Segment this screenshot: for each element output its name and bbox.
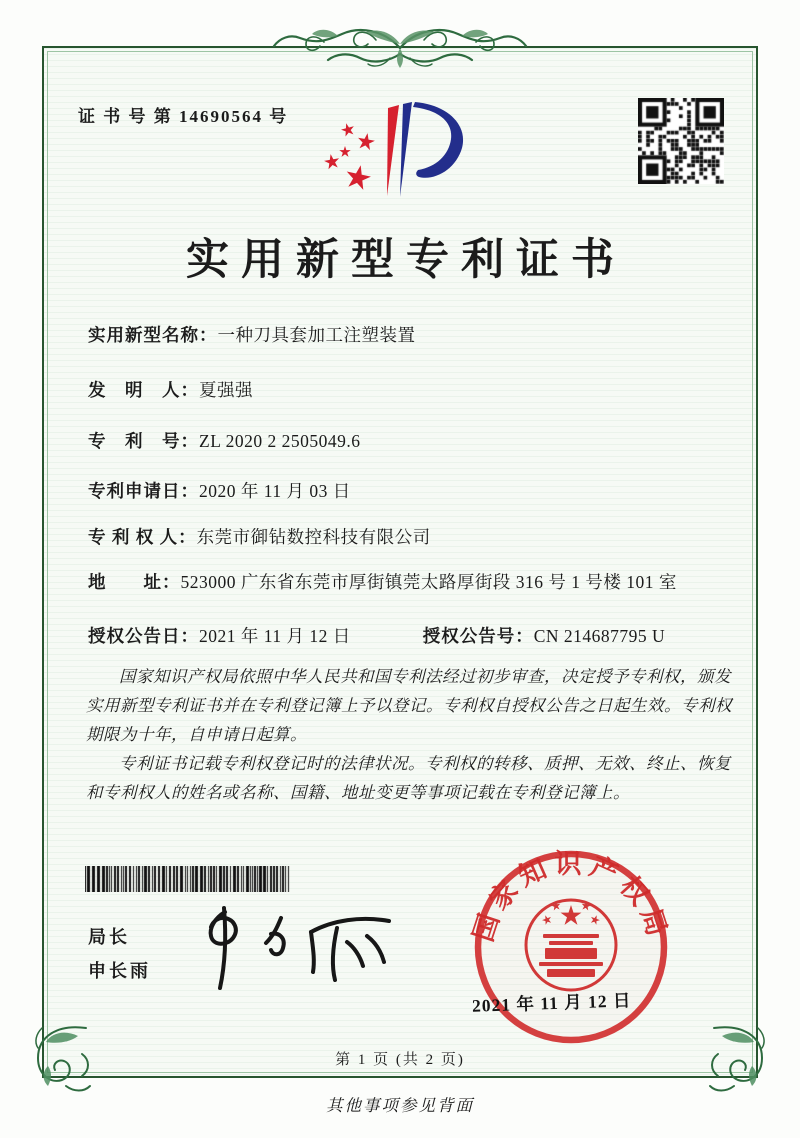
field-value: 夏强强 bbox=[199, 380, 253, 400]
cnipa-logo-icon bbox=[318, 92, 488, 212]
barcode bbox=[85, 866, 293, 892]
field-label: 地 址： bbox=[88, 572, 181, 592]
legal-paragraph-2: 专利证书记载专利权登记时的法律状况。专利权的转移、质押、无效、终止、恢复和专利权人的姓名或名称、国籍、地址变更等事项记载在专利登记簿上。 bbox=[86, 754, 731, 802]
field-label: 专 利 号： bbox=[88, 431, 199, 451]
field-utility-model-name bbox=[88, 323, 740, 348]
field-value: 523000 广东省东莞市厚街镇莞太路厚街段 316 号 1 号楼 101 室 bbox=[180, 572, 677, 592]
field-label: 专 利 权 人： bbox=[88, 527, 197, 547]
issuer-title: 局长 bbox=[88, 927, 130, 947]
field-value: 2021 年 11 月 12 日 bbox=[199, 626, 351, 646]
field-label: 专利申请日： bbox=[88, 481, 199, 501]
certificate-number: 证 书 号 第 14690564 号 bbox=[78, 107, 289, 126]
field-value: 东莞市御钻数控科技有限公司 bbox=[196, 527, 431, 547]
field-label: 授权公告日： bbox=[88, 626, 199, 646]
field-patentee bbox=[88, 525, 740, 550]
field-filing-date bbox=[88, 479, 740, 504]
field-grant-row bbox=[88, 624, 740, 649]
seal-date: 2021 年 11 月 12 日 bbox=[471, 990, 632, 1016]
certificate-title: 实用新型专利证书 bbox=[186, 237, 626, 284]
issuer-block bbox=[88, 920, 151, 988]
top-border-ornament-icon bbox=[272, 14, 528, 72]
field-patent-number bbox=[88, 429, 740, 454]
field-label: 授权公告号： bbox=[422, 626, 534, 646]
field-address bbox=[88, 570, 740, 595]
field-inventor bbox=[88, 378, 740, 403]
legal-text bbox=[86, 662, 734, 807]
signature bbox=[185, 898, 405, 1000]
qr-code bbox=[638, 98, 724, 184]
seal-ring-text: 国家知识产权局 bbox=[467, 849, 675, 946]
page-number: 第 1 页 (共 2 页) bbox=[335, 1052, 465, 1068]
issuer-name: 申长雨 bbox=[88, 961, 151, 981]
back-side-note: 其他事项参见背面 bbox=[326, 1096, 474, 1115]
field-label: 发 明 人： bbox=[88, 380, 199, 400]
field-value: ZL 2020 2 2505049.6 bbox=[199, 431, 361, 451]
official-seal bbox=[458, 848, 682, 1058]
legal-paragraph-1: 国家知识产权局依照中华人民共和国专利法经过初步审查，决定授予专利权，颁发实用新型专利证书并在专利登记簿上予以登记。专利权自授权公告之日起生效。专利权期限为十年，自申请日起算。 bbox=[86, 667, 732, 744]
field-label: 实用新型名称： bbox=[88, 325, 218, 345]
field-value: 2020 年 11 月 03 日 bbox=[199, 481, 351, 501]
field-value: 一种刀具套加工注塑装置 bbox=[217, 325, 416, 345]
field-value: CN 214687795 U bbox=[533, 626, 666, 646]
